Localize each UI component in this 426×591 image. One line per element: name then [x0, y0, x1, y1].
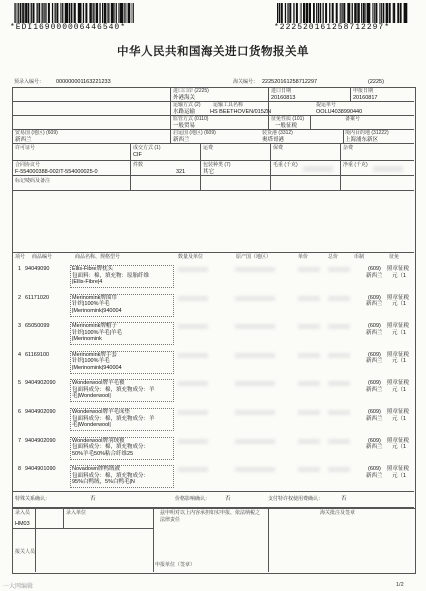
right-barcode-text: *222520161258712297*	[274, 23, 391, 32]
item-name-line-3: 50%羊毛50%粘合纤维25	[72, 450, 134, 457]
item-name-line-2: 针织|100%羊毛	[72, 301, 110, 308]
item-country-code: (609)	[368, 380, 381, 387]
redacted-value	[298, 467, 320, 472]
redacted-value	[178, 381, 208, 386]
redacted-value	[298, 410, 320, 415]
item-country-code: (609)	[368, 466, 381, 473]
item-country-code: (609)	[368, 323, 381, 330]
item-number: 5	[18, 380, 22, 387]
item-name-box	[70, 465, 174, 488]
redacted-value	[235, 296, 275, 301]
item-number: 2	[18, 294, 22, 301]
item-tax-mode: 照章征税	[387, 266, 410, 272]
item-name-line-3: |Ellis-Fibre|4	[72, 279, 103, 285]
item-tax-mode: 照章征税	[387, 466, 410, 473]
item-name-box	[70, 322, 174, 345]
item-country-name: 新西兰	[366, 444, 383, 451]
loading-port: 奥塔哥港	[262, 137, 285, 143]
redacted-value	[178, 267, 208, 272]
item-name-line-2: 针织|100%羊毛	[72, 358, 110, 365]
item-name-line-1: Wonderwool牌羽绒被	[72, 437, 125, 444]
item-tax-mode: 照章征税	[387, 351, 410, 358]
col-tax: 征免	[389, 254, 400, 260]
item-country-name: 新西兰	[366, 358, 383, 365]
tax-nature: 一般征税	[275, 123, 298, 129]
trade-terms-label: 成交方式 (1)	[133, 145, 161, 151]
item-name-box	[70, 379, 174, 402]
redacted-value	[328, 296, 350, 301]
col-name: 商品名称、规格型号	[75, 254, 121, 260]
royalty-label: 支付特许权使用费确认：	[268, 496, 324, 502]
item-number: 6	[18, 409, 22, 415]
shipping-country: 新西兰	[173, 137, 190, 143]
insurance-label: 保费	[273, 145, 284, 151]
import-date: 20160813	[271, 95, 296, 101]
customs-number: 222520161258712297	[262, 79, 318, 85]
gross-weight-label: 毛重 (千克)	[273, 162, 298, 168]
prerecord-label: 预录入编号：	[14, 79, 45, 85]
misc-fee-label: 杂费	[343, 145, 354, 151]
item-tax-mode: 照章征税	[387, 323, 410, 330]
item-code: 9404901090	[25, 466, 56, 473]
trade-country-label: 贸易国 (地区) (609)	[15, 130, 58, 136]
license-label: 许可证号	[15, 145, 36, 151]
net-weight-label: 净重 (千克)	[343, 162, 368, 168]
import-date-label: 进口日期	[271, 88, 292, 94]
redacted-value	[235, 353, 275, 358]
redacted-value	[298, 353, 320, 358]
redacted-value	[235, 439, 275, 444]
prerecord-number: 000000001163221233	[56, 79, 111, 85]
declarer-label: 报关人员	[15, 549, 36, 555]
item-country-code: (609)	[368, 409, 381, 415]
shipping-country-label: 启运国 (地区) (609)	[173, 130, 216, 136]
left-barcode-text: *EDI169000006446540*	[10, 23, 127, 32]
item-code: 61171020	[25, 294, 50, 301]
customs-number-suffix: (2225)	[368, 79, 384, 85]
customs-number-label: 海关编号：	[233, 79, 259, 85]
item-currency: 元（1	[392, 472, 407, 479]
redacted-value	[178, 467, 208, 472]
item-name-line-2: 包面料成分：棉，填充物成分：	[72, 472, 150, 479]
loading-port-label: 装货港 (3312)	[262, 130, 293, 136]
item-code: 61169100	[25, 351, 50, 358]
item-country-name: 新西兰	[366, 329, 383, 336]
item-name-box	[70, 265, 174, 288]
price-impact: 否	[225, 496, 231, 502]
redacted-value	[328, 324, 350, 329]
item-country-name: 新西兰	[366, 272, 383, 279]
item-name-line-2: 包面料成分：棉，填充物成分：	[72, 444, 150, 451]
customs-remark-label: 海关批注及签章	[320, 510, 356, 516]
item-currency: 元（1	[392, 415, 407, 422]
item-country-code: (609)	[368, 266, 381, 272]
item-country-name: 新西兰	[366, 415, 383, 422]
item-number: 3	[18, 323, 22, 330]
item-code: 9404902090	[25, 437, 56, 444]
pieces: 321	[176, 169, 186, 175]
redacted-value	[328, 267, 350, 272]
col-unit-price: 单价	[298, 254, 309, 260]
document-title: 中华人民共和国海关进口货物报关单	[117, 46, 309, 58]
watermark: 一大网编辑	[3, 584, 34, 590]
item-name-box	[70, 294, 174, 317]
right-barcode	[277, 3, 411, 23]
item-name-box	[70, 351, 174, 374]
redacted-value	[178, 353, 208, 358]
redacted-value	[178, 296, 208, 301]
redacted-value	[235, 410, 275, 415]
item-name-line-2: 包面料成分：棉，填充物成分：羊	[72, 415, 155, 422]
item-name-line-1: Ellis-Fibre牌枕头	[72, 266, 113, 272]
redacted-value	[328, 410, 350, 415]
entry-unit-label: 录入单位	[66, 510, 87, 516]
item-country-name: 新西兰	[366, 301, 383, 308]
redacted-value	[328, 439, 350, 444]
special-relation: 否	[90, 496, 96, 502]
redacted-value	[328, 353, 350, 358]
destination: 上海浦东新区	[345, 137, 379, 143]
col-currency: 币制	[354, 254, 365, 260]
redacted-value	[178, 324, 208, 329]
entry-code: HM03	[15, 521, 30, 527]
item-name-box	[70, 408, 174, 431]
legal-declaration: 兹申明对以上内容承担如实申报、依法纳税之法律责任	[160, 510, 261, 523]
contract-label: 合同协议号	[15, 162, 41, 168]
declaration-date: 20160817	[353, 95, 378, 101]
redacted-value	[178, 439, 208, 444]
col-origin: 原产国（地区）	[236, 254, 272, 260]
item-name-line-1: Merinomink牌手套	[72, 351, 117, 358]
price-impact-label: 价格影响确认：	[175, 496, 211, 502]
item-tax-mode: 照章征税	[387, 409, 410, 415]
transport-mode-label: 运输方式 (2)	[173, 102, 201, 108]
bill-of-lading: OOLU4038990440	[316, 109, 363, 115]
declare-unit-label: 申报单位（签章）	[155, 562, 196, 568]
item-tax-mode: 照章征税	[387, 437, 410, 444]
item-name-line-2: 包面料：棉，填充物：原胎纤维	[72, 272, 150, 279]
vessel-name-label: 运输工具名称	[213, 102, 244, 108]
item-name-line-3: 毛|Wonderwool|	[72, 422, 111, 428]
item-name-line-1: Wonderwool牌羊毛被	[72, 380, 125, 387]
item-code: 9404902090	[25, 380, 56, 387]
redacted-value	[298, 296, 320, 301]
item-country-code: (609)	[368, 351, 381, 358]
tax-nature-label: 征免性质 (101)	[271, 116, 305, 122]
page-number: 1/2	[396, 582, 404, 588]
item-tax-mode: 照章征税	[387, 380, 410, 387]
item-country-name: 新西兰	[366, 386, 383, 393]
item-name-line-1: Merinomink牌帽子	[72, 323, 117, 330]
trade-terms: CIF	[133, 152, 142, 158]
item-number: 7	[18, 437, 22, 444]
import-port: 外港海关	[173, 95, 196, 101]
item-name-line-3: 95%白鸭绒，5%白鸭毛|N	[72, 479, 135, 486]
contract-number: F-554000388-002/T-554000025-0	[15, 169, 98, 175]
marks-remarks-label: 标记唛码及备注	[15, 178, 51, 184]
item-code: 65050099	[25, 323, 50, 330]
vessel-name: HS BEETHOVEN/015ZN	[210, 109, 272, 115]
col-qty: 数量及单位	[178, 254, 204, 260]
item-currency: 元（1	[392, 301, 407, 308]
item-country-code: (609)	[368, 437, 381, 444]
redacted-value	[298, 267, 320, 272]
item-name-line-1: Wonderwool牌羊毛床垫	[72, 409, 130, 415]
item-number: 8	[18, 466, 22, 473]
item-currency: 元（1	[392, 444, 407, 451]
pieces-label: 件数	[133, 162, 144, 168]
freight-label: 运费	[203, 145, 214, 151]
redacted-value	[235, 324, 275, 329]
item-name-line-3: |Merinomink|940004	[72, 364, 122, 371]
redacted-value	[298, 324, 320, 329]
col-code: 商品编号	[32, 254, 53, 260]
item-code: 94049090	[25, 266, 50, 272]
col-total: 总价	[328, 254, 339, 260]
trade-country: 新西兰	[15, 137, 32, 143]
package-type: 其它	[203, 169, 215, 175]
declaration-date-label: 申报日期	[353, 88, 374, 94]
redacted-value	[298, 439, 320, 444]
special-relation-label: 特殊关系确认：	[15, 496, 51, 502]
item-name-line-3: 毛|Wonderwool|	[72, 393, 111, 400]
item-currency: 元（1	[392, 272, 407, 279]
redacted-value	[328, 381, 350, 386]
item-number: 1	[18, 266, 22, 272]
item-currency: 元（1	[392, 358, 407, 365]
item-tax-mode: 照章征税	[387, 294, 410, 301]
item-name-line-1: Merinomink牌围巾	[72, 294, 117, 301]
item-currency: 元（1	[392, 386, 407, 393]
royalty: 否	[341, 496, 347, 502]
item-name-line-2: 针织|100%羊毛|羊毛	[72, 329, 122, 336]
item-name-line-1: Novadown牌鸭绒被	[72, 466, 120, 473]
record-number-label: 备案号	[345, 116, 361, 122]
redacted-value	[235, 381, 275, 386]
redacted-value	[235, 467, 275, 472]
item-name-line-3: |Merinomink|940004	[72, 307, 122, 314]
supervision-mode: 一般贸易	[173, 123, 196, 129]
redacted-value	[298, 381, 320, 386]
item-name-line-3: |Merinomink	[72, 336, 102, 343]
item-number: 4	[18, 351, 22, 358]
bill-of-lading-label: 提运单号	[316, 102, 337, 108]
item-country-name: 新西兰	[366, 472, 383, 479]
package-type-label: 包装种类 (7)	[203, 162, 231, 168]
redacted-value	[178, 410, 208, 415]
item-name-box	[70, 437, 174, 460]
redacted-value	[328, 467, 350, 472]
col-item-no: 项号	[15, 254, 26, 260]
import-port-label: 进口口岸 (2225)	[173, 88, 209, 94]
left-barcode	[14, 3, 136, 23]
item-code: 9404902090	[25, 409, 56, 415]
redacted-value	[235, 267, 275, 272]
transport-mode: 水路运输	[173, 109, 196, 115]
item-country-code: (609)	[368, 294, 381, 301]
entry-staff-label: 录入员	[15, 510, 31, 516]
item-currency: 元（1	[392, 329, 407, 336]
destination-label: 境内目的地 (31222)	[345, 130, 389, 136]
supervision-label: 监管方式 (0110)	[173, 116, 209, 122]
item-name-line-2: 包面料成分：棉，填充物成分：羊	[72, 386, 155, 393]
